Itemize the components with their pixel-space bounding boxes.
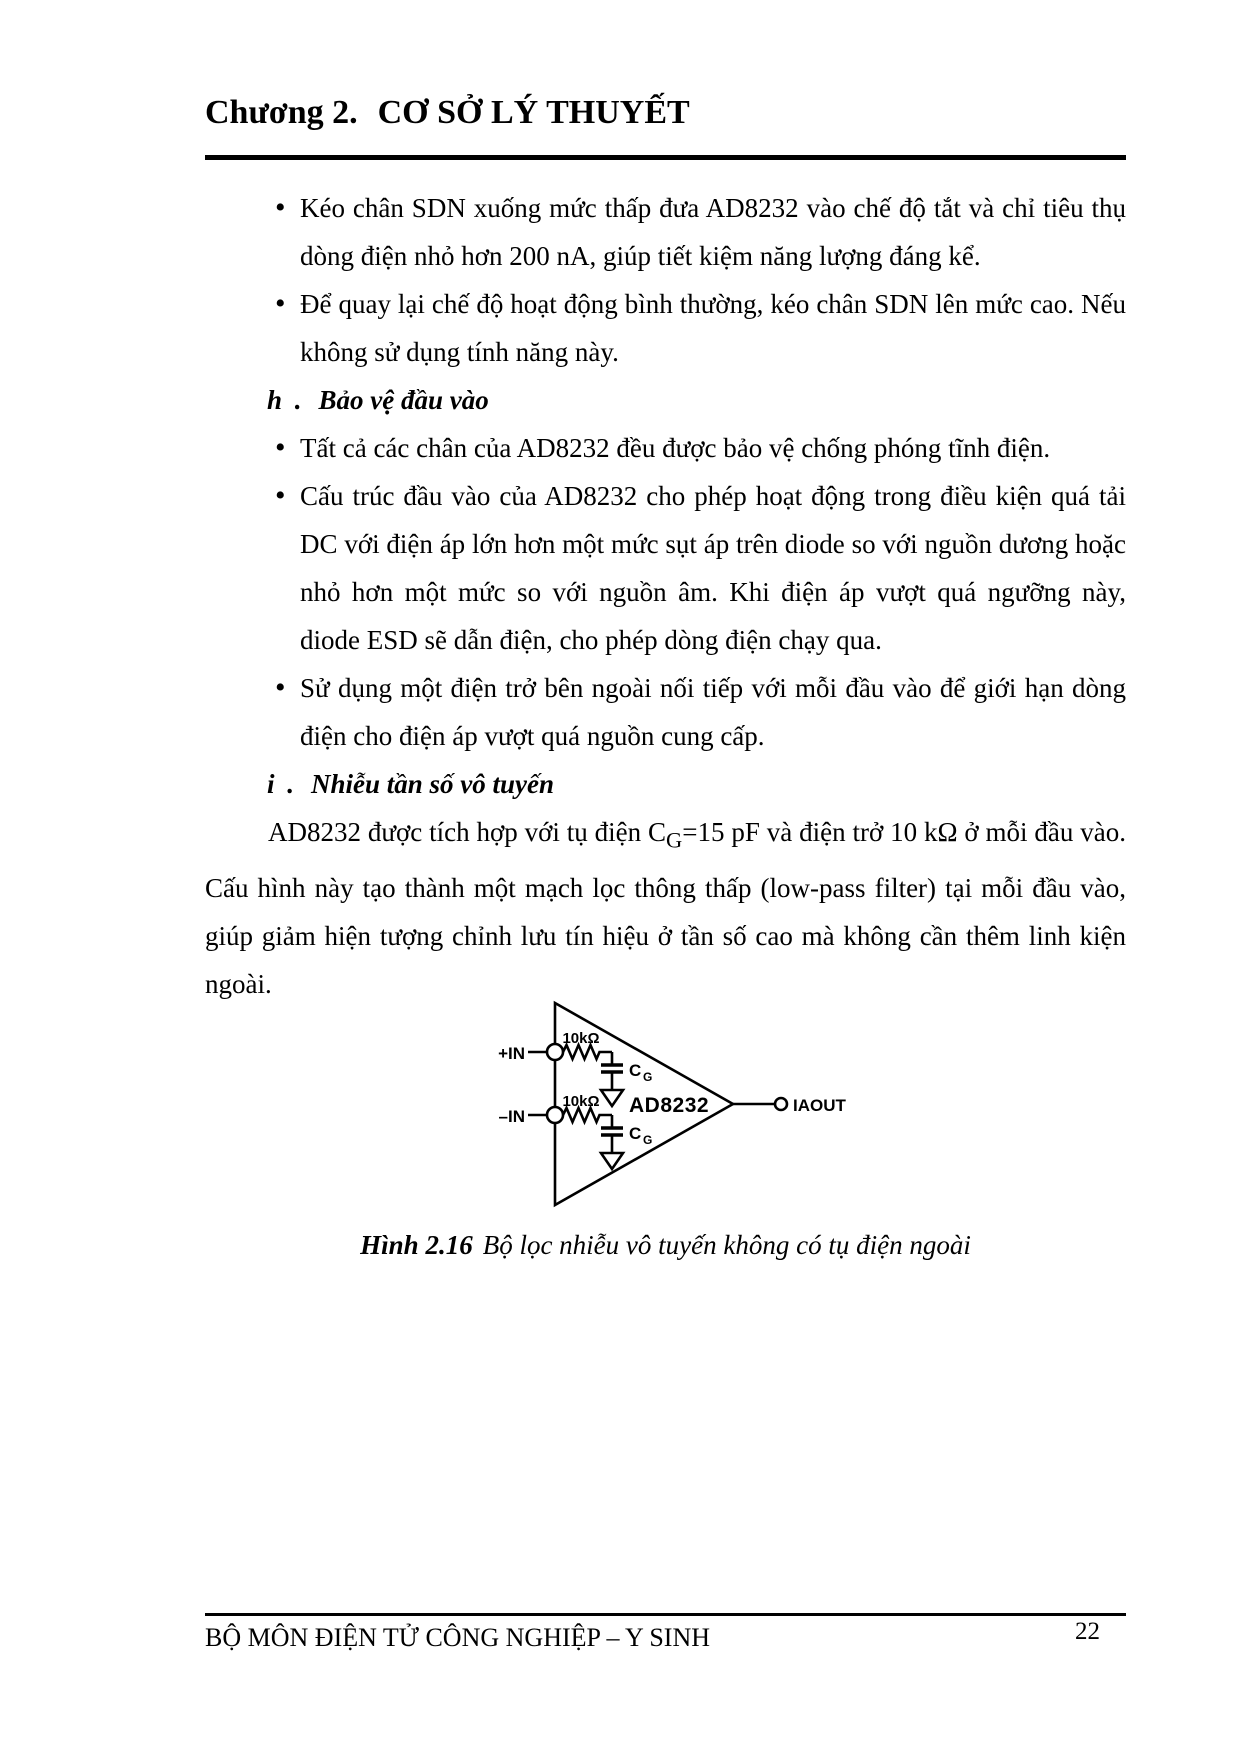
ground-symbol	[601, 1090, 623, 1106]
list-item	[205, 664, 1126, 760]
subsection-heading-h	[205, 376, 1126, 424]
subsection-title: Nhiễu tần số vô tuyến	[311, 769, 555, 799]
cap2-label-sub: G	[643, 1133, 653, 1147]
resistor-top-label: 10kΩ	[562, 1030, 600, 1047]
paragraph-part: =15 pF và điện trở 10 kΩ ở mỗi đầu vào. Cấu hình này tạo thành một mạch lọc thông thấp (low-pass filter) tại mỗi đầu vào, giúp giảm hiện tượng chỉnh lưu tín hiệu ở tần số cao mà không cần thêm linh kiện ngoài.	[205, 817, 1126, 1000]
list-item	[205, 184, 1126, 280]
list-item	[205, 472, 1126, 664]
circuit-diagram	[420, 985, 870, 1213]
terminal-pos-input	[547, 1044, 563, 1060]
bullet-text: Để quay lại chế độ hoạt động bình thường, kéo chân SDN lên mức cao. Nếu không sử dụng tính năng này.	[300, 289, 1126, 367]
chapter-number: Chương 2.	[205, 94, 358, 131]
bullet-list-protection	[205, 424, 1126, 760]
resistor-bottom-symbol	[563, 1108, 612, 1122]
chapter-heading-rule	[205, 155, 1126, 160]
footer-rule	[205, 1613, 1126, 1616]
subsection-title: Bảo vệ đầu vào	[318, 385, 489, 415]
cap2-label: C	[629, 1124, 642, 1143]
bullet-text: Cấu trúc đầu vào của AD8232 cho phép hoạt động trong điều kiện quá tải DC với điện áp lớn hơn một mức sụt áp trên diode so với nguồn dương hoặc nhỏ hơn một mức so với nguồn âm. Khi điện áp vượt quá ngưỡng này, diode ESD sẽ dẫn điện, cho phép dòng điện chạy qua.	[300, 481, 1126, 655]
body-text	[205, 184, 1126, 1008]
paragraph-part: AD8232 được tích hợp với tụ điện C	[268, 817, 667, 847]
body-paragraph	[205, 808, 1126, 1008]
subsection-label: h .	[267, 385, 305, 415]
bullet-text: Kéo chân SDN xuống mức thấp đưa AD8232 vào chế độ tắt và chỉ tiêu thụ dòng điện nhỏ hơn 200 nA, giúp tiết kiệm năng lượng đáng kể.	[300, 193, 1126, 271]
input-neg-label: –IN	[498, 1107, 525, 1126]
figure-caption	[205, 1227, 1126, 1263]
bullet-marker	[275, 424, 300, 472]
output-label: IAOUT	[793, 1096, 846, 1115]
ground-symbol	[601, 1153, 623, 1169]
bullet-marker	[275, 472, 300, 520]
subsection-heading-i	[205, 760, 1126, 808]
footer-text: BỘ MÔN ĐIỆN TỬ CÔNG NGHIỆP – Y SINH	[205, 1623, 711, 1652]
bullet-marker	[275, 184, 300, 232]
chapter-heading	[205, 88, 1126, 138]
caption-text: Bộ lọc nhiễu vô tuyến không có tụ điện ngoài	[482, 1230, 971, 1260]
list-item	[205, 280, 1126, 376]
caption-label: Hình 2.16	[360, 1230, 473, 1260]
cap1-label-sub: G	[643, 1070, 653, 1084]
terminal-neg-input	[547, 1107, 563, 1123]
bullet-text: Sử dụng một điện trở bên ngoài nối tiếp với mỗi đầu vào để giới hạn dòng điện cho điện áp vượt quá nguồn cung cấp.	[300, 673, 1126, 751]
subsection-label: i .	[267, 769, 298, 799]
bullet-marker	[275, 664, 300, 712]
list-item	[205, 424, 1126, 472]
bullet-text: Tất cả các chân của AD8232 đều được bảo vệ chống phóng tĩnh điện.	[300, 433, 1051, 463]
bullet-list-sdn	[205, 184, 1126, 376]
input-pos-label: +IN	[498, 1044, 525, 1063]
cap1-label: C	[629, 1061, 642, 1080]
page-number: 22	[1075, 1618, 1100, 1645]
chip-label: AD8232	[629, 1094, 710, 1117]
subscript-g: G	[666, 827, 683, 853]
resistor-top-symbol	[563, 1045, 612, 1059]
resistor-bottom-label: 10kΩ	[562, 1093, 600, 1110]
chapter-title: CƠ SỞ LÝ THUYẾT	[377, 94, 690, 131]
terminal-output	[775, 1098, 787, 1110]
bullet-marker	[275, 280, 300, 328]
